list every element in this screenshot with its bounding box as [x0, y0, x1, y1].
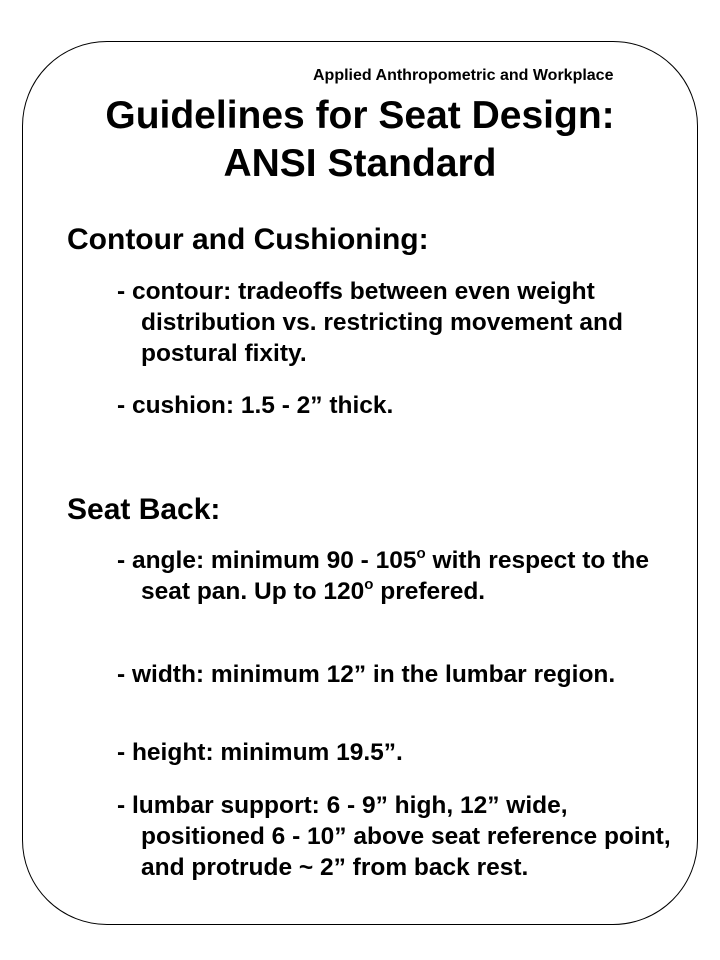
- bullet-height: - height: minimum 19.5”.: [117, 739, 403, 766]
- bullet-angle-text-1: - angle: minimum 90 - 105: [117, 547, 417, 574]
- bullet-angle-text-2: with respect to the seat pan. Up to 120: [141, 547, 649, 605]
- degree-symbol: o: [364, 575, 374, 593]
- bullet-contour: - contour: tradeoffs between even weight distribution vs. restricting movement and postural fixity.: [117, 278, 623, 367]
- bullet-angle-text-3: prefered.: [373, 578, 486, 605]
- bullet-angle: [117, 545, 677, 607]
- section-heading-contour: Contour and Cushioning:: [67, 223, 429, 256]
- bullet-lumbar-support: - lumbar support: 6 - 9” high, 12” wide, positioned 6 - 10” above seat reference point, and protrude ~ 2” from back rest.: [117, 792, 671, 881]
- bullet-width: - width: minimum 12” in the lumbar region.: [117, 661, 616, 688]
- header-note: Applied Anthropometric and Workplace: [313, 67, 614, 84]
- section-heading-seat-back: Seat Back:: [67, 493, 221, 526]
- title-line-2: ANSI Standard: [223, 142, 497, 185]
- bullet-cushion: - cushion: 1.5 - 2” thick.: [117, 392, 394, 419]
- slide-title: [0, 92, 720, 188]
- title-line-1: Guidelines for Seat Design:: [105, 94, 615, 137]
- degree-symbol: o: [416, 544, 426, 562]
